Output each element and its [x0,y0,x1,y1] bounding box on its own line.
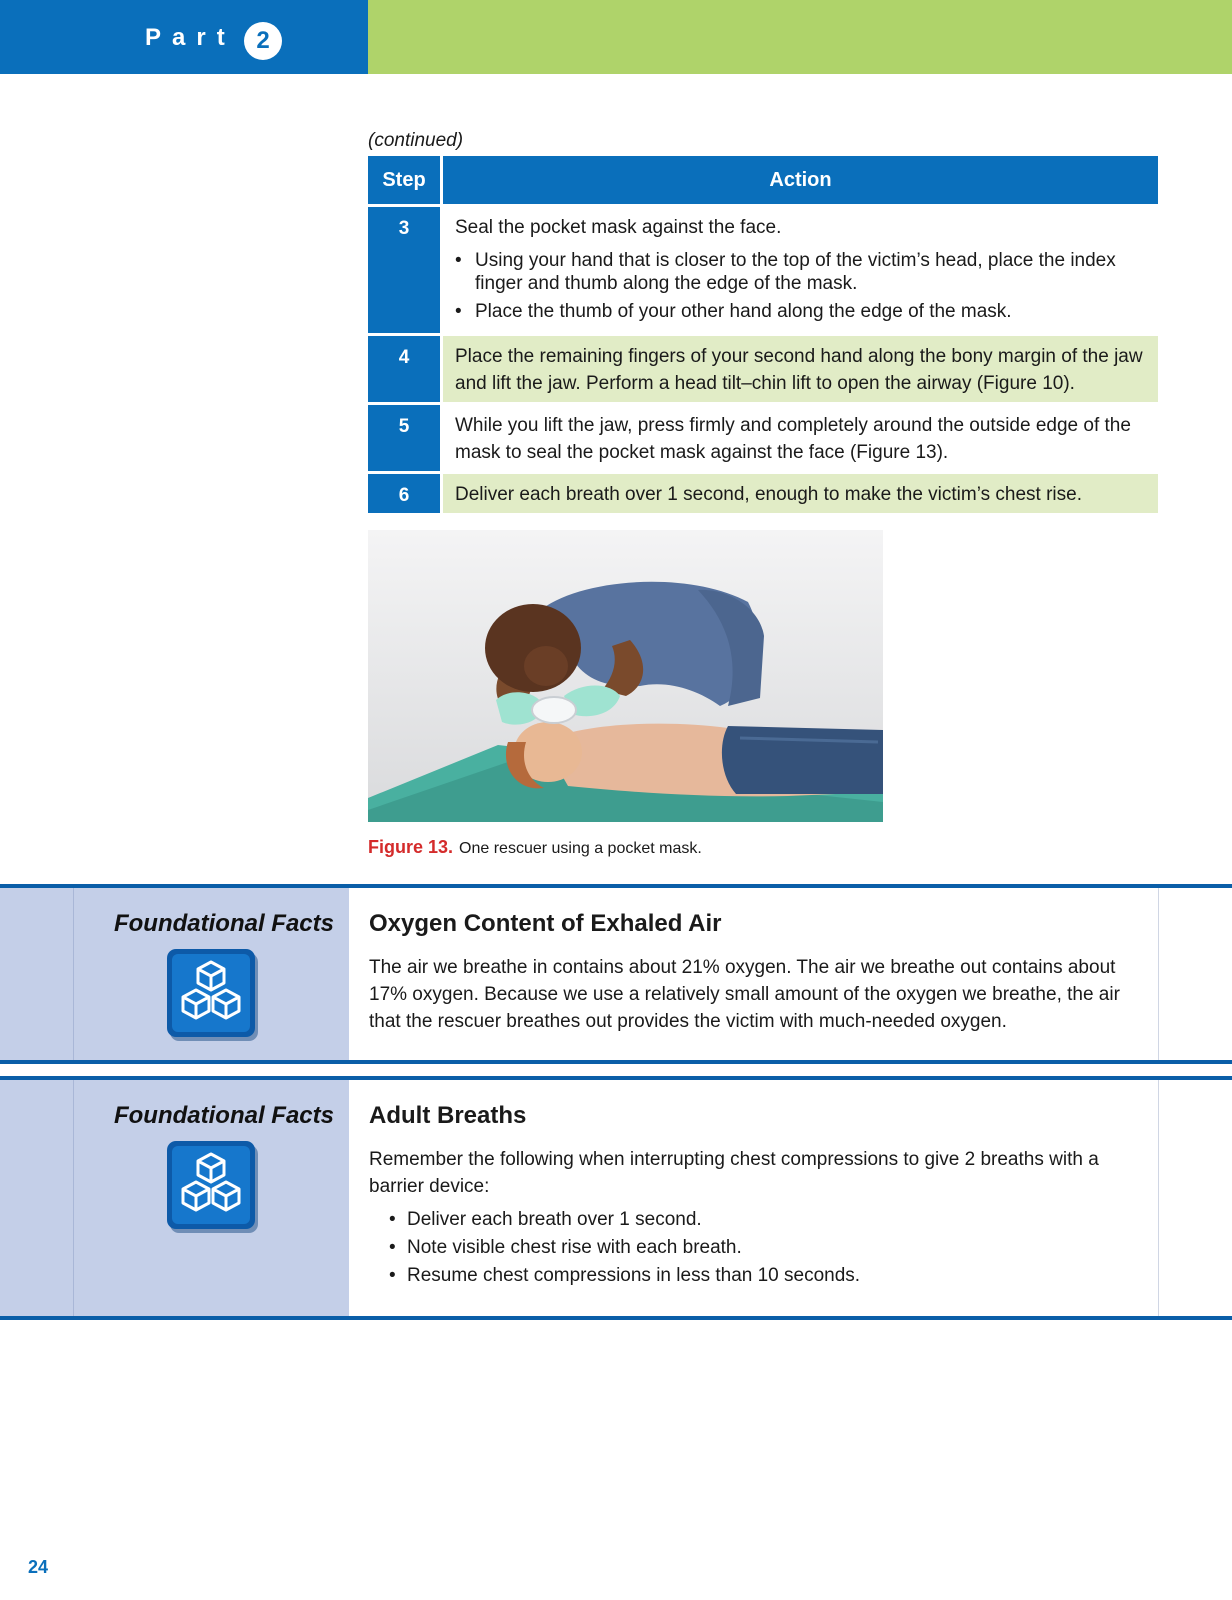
facts-label: Foundational Facts [113,910,334,937]
facts-bullet-list [389,1206,860,1290]
facts-bullet: • Note visible chest rise with each breath. [389,1234,860,1262]
rescuer-pocket-mask-photo [368,530,883,822]
figure-number: Figure 13. [368,837,454,857]
sidebar-divider [73,1080,74,1316]
step-action-text: While you lift the jaw, press firmly and completely around the outside edge of the mask to seal the pocket mask against the face (Figure 13). [455,415,1131,463]
table-header-row [368,156,1158,206]
step-number: 5 [368,404,442,473]
facts-bullet: • Resume chest compressions in less than 10 seconds. [389,1262,860,1290]
foundational-facts-box [0,1076,1232,1320]
continued-label: (continued) [368,130,464,151]
right-divider [1158,888,1159,1060]
facts-title: Oxygen Content of Exhaled Air [369,910,722,937]
facts-sidebar [0,1080,349,1316]
step-bullet: • Place the thumb of your other hand along the edge of the mask. [455,300,1148,323]
facts-title: Adult Breaths [369,1102,527,1129]
step-bullet-list [455,249,1148,323]
step-number: 3 [368,206,442,335]
page-number: 24 [28,1557,49,1577]
step-action-text: Place the remaining fingers of your second hand along the bony margin of the jaw and lift the jaw. Perform a head tilt–chin lift to open the airway (Figure 10). [455,346,1143,394]
part-label: Part [145,24,236,51]
facts-sidebar [0,888,349,1060]
table-row [368,335,1158,404]
sidebar-divider [73,888,74,1060]
step-action [442,404,1159,473]
right-divider [1158,1080,1159,1316]
facts-body: The air we breathe in contains about 21% oxygen. The air we breathe out contains about 17% oxygen. Because we use a relatively small amount of the oxygen we breathe, the air that the rescuer breathes out provides the victim with much-needed oxygen. [369,957,1120,1032]
step-number: 4 [368,335,442,404]
table-row [368,473,1158,514]
figure-caption [368,837,702,858]
stacked-cubes-icon [166,948,260,1042]
table-row [368,206,1158,335]
step-action [442,335,1159,404]
facts-bullet: • Deliver each breath over 1 second. [389,1206,860,1234]
step-action [442,206,1159,335]
step-action [442,473,1159,514]
stacked-cubes-icon [166,1140,260,1234]
column-header-action: Action [442,156,1159,206]
column-header-step: Step [368,156,442,206]
table-row [368,404,1158,473]
steps-table [368,156,1158,513]
step-bullet: • Using your hand that is closer to the top of the victim’s head, place the index finger and thumb along the edge of the mask. [455,249,1148,295]
foundational-facts-box [0,884,1232,1064]
step-action-text: Deliver each breath over 1 second, enough to make the victim’s chest rise. [455,484,1082,505]
step-number: 6 [368,473,442,514]
step-action-text: Seal the pocket mask against the face. [455,217,782,238]
part-number-badge: 2 [244,22,282,60]
facts-body: Remember the following when interrupting chest compressions to give 2 breaths with a barrier device: [369,1149,1099,1197]
facts-label: Foundational Facts [113,1102,334,1129]
figure-caption-text: One rescuer using a pocket mask. [459,840,702,857]
header-accent-band [368,0,1232,74]
